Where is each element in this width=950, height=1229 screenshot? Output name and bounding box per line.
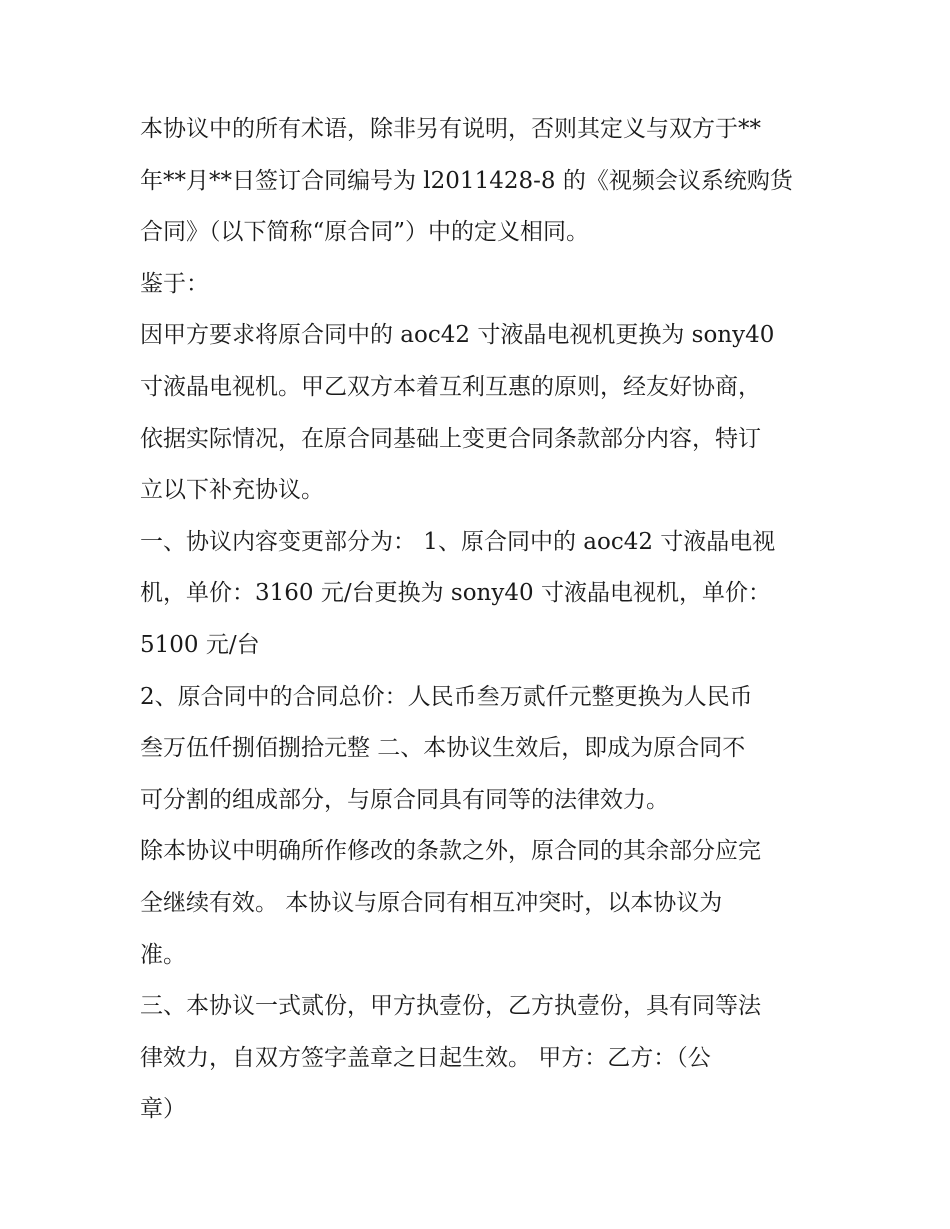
section-heading-whereas: 鉴于：	[140, 270, 209, 297]
text-line: 叁万伍仟捌佰捌拾元整 二、本协议生效后，即成为原合同不	[140, 735, 746, 762]
agreement-text	[140, 104, 820, 1136]
text-line: 章）	[140, 1096, 186, 1123]
text-line: 5100 元/台	[140, 631, 260, 658]
text-line: 合同》（以下简称“原合同”）中的定义相同。	[140, 219, 590, 246]
text-line: 寸液晶电视机。甲乙双方本着互利互惠的原则，经友好协商，	[140, 373, 761, 400]
text-line: 依据实际情况，在原合同基础上变更合同条款部分内容，特订	[140, 425, 761, 452]
clause-one-item-two: 2、原合同中的合同总价：人民币叁万贰仟元整更换为人民币	[140, 683, 753, 710]
text-line: 立以下补充协议。	[140, 477, 324, 504]
text-line: 机，单价：3160 元/台更换为 sony40 寸液晶电视机，单价：	[140, 580, 771, 607]
text-line: 因甲方要求将原合同中的 aoc42 寸液晶电视机更换为 sony40	[140, 322, 775, 349]
text-line: 全继续有效。 本协议与原合同有相互冲突时，以本协议为	[140, 889, 723, 916]
text-line: 准。	[140, 941, 186, 968]
text-line: 除本协议中明确所作修改的条款之外，原合同的其余部分应完	[140, 838, 761, 865]
text-line: 年**月**日签订合同编号为 l2011428-8 的《视频会议系统购货	[140, 167, 793, 194]
text-line: 本协议中的所有术语，除非另有说明，否则其定义与双方于**	[140, 116, 761, 142]
clause-one: 一、协议内容变更部分为： 1、原合同中的 aoc42 寸液晶电视	[140, 528, 776, 555]
clause-three: 三、本协议一式贰份，甲方执壹份，乙方执壹份，具有同等法	[140, 993, 761, 1020]
text-line: 律效力，自双方签字盖章之日起生效。 甲方：乙方：（公	[140, 1044, 711, 1071]
text-line: 可分割的组成部分，与原合同具有同等的法律效力。	[140, 786, 669, 813]
